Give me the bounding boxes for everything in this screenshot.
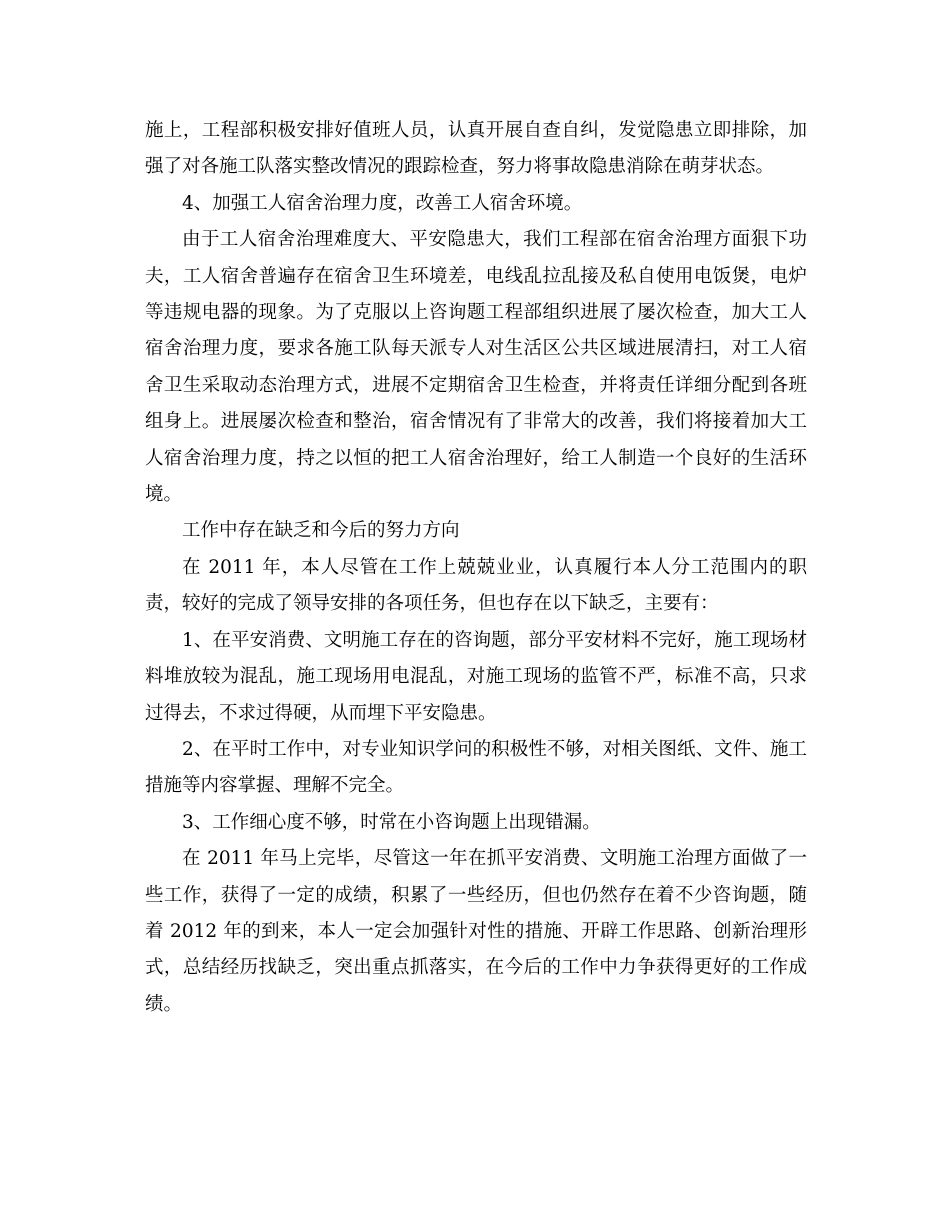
paragraph-continuation: 施上，工程部积极安排好值班人员，认真开展自查自纠，发觉隐患立即排除，加强了对各施工队落实整改情况的跟踪检查，努力将事故隐患消除在萌芽状态。: [145, 120, 807, 178]
paragraph-section-heading-shortcomings: 工作中存在缺乏和今后的努力方向: [182, 520, 460, 542]
paragraph-conclusion: 在 2011 年马上完毕，尽管这一年在抓平安消费、文明施工治理方面做了一些工作，获得了一定的成绩，积累了一些经历，但也仍然存在着不少咨询题，随着 2012 年的到来，本人一定会加强针对性的措施、开辟工作思路、创新治理形式，总结经历找缺乏，突出重点抓落实，在今后的工作中力争获得更好的工作成绩。: [145, 848, 807, 1015]
paragraph-heading-dormitory: 4、加强工人宿舍治理力度，改善工人宿舍环境。: [182, 192, 583, 214]
paragraph-shortcoming-1: 1、在平安消费、文明施工存在的咨询题，部分平安材料不完好，施工现场材料堆放较为混乱，施工现场用电混乱，对施工现场的监管不严，标准不高，只求过得去，不求过得硬，从而埋下平安隐患。: [145, 629, 807, 724]
paragraph-dormitory-management: 由于工人宿舍治理难度大、平安隐患大，我们工程部在宿舍治理方面狠下功夫，工人宿舍普遍存在宿舍卫生环境差，电线乱拉乱接及私自使用电饭煲，电炉等违规电器的现象。为了克服以上咨询题工程部组织进展了屡次检查，加大工人宿舍治理力度，要求各施工队每天派专人对生活区公共区域进展清扫，对工人宿舍卫生采取动态治理方式，进展不定期宿舍卫生检查，并将责任详细分配到各班组身上。进展屡次检查和整治，宿舍情况有了非常大的改善，我们将接着加大工人宿舍治理力度，持之以恒的把工人宿舍治理好，给工人制造一个良好的生活环境。: [145, 229, 807, 506]
paragraph-shortcoming-3: 3、工作细心度不够，时常在小咨询题上出现错漏。: [182, 811, 601, 833]
document-page: [145, 113, 807, 1023]
paragraph-shortcoming-2: 2、在平时工作中，对专业知识学问的积极性不够，对相关图纸、文件、施工措施等内容掌握、理解不完全。: [145, 738, 807, 797]
paragraph-shortcomings-intro: 在 2011 年，本人尽管在工作上兢兢业业，认真履行本人分工范围内的职责，较好的完成了领导安排的各项任务，但也存在以下缺乏，主要有：: [145, 556, 807, 615]
